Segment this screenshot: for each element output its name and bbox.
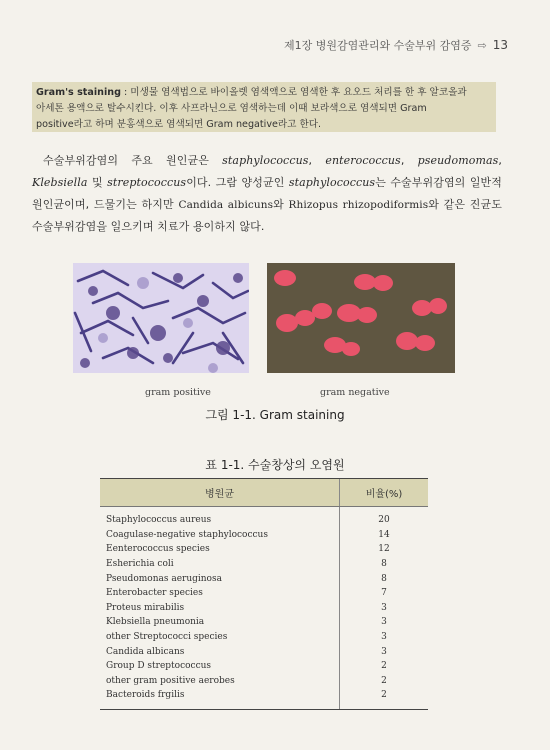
pathogen-name: Pseudomonas aeruginosa — [106, 573, 222, 584]
gram-positive-micrograph — [73, 263, 249, 373]
pathogen-name: Eenterococcus species — [106, 544, 210, 555]
pathogen-name: Coagulase-negative staphylococcus — [106, 529, 268, 540]
table-row — [100, 630, 428, 645]
arrow-right-icon: ⇨ — [477, 38, 487, 52]
note-text-3: positive라고 하며 분홍색으로 염색되면 Gram negative라고 한다. — [36, 119, 322, 130]
note-text-1: : 미생물 염색법으로 바이올렛 염색액으로 염색한 후 요오드 처리를 한 후 알코올과 — [124, 87, 467, 98]
pathogen-percent: 3 — [340, 601, 429, 616]
note-term: Gram's staining — [36, 87, 121, 98]
pathogen-name: Staphylococcus aureus — [106, 515, 212, 526]
pathogen-percent: 12 — [340, 542, 429, 557]
organism-name: enterococcus — [325, 154, 401, 167]
pathogen-name: Enterobacter species — [106, 588, 203, 599]
para-text: 및 — [87, 176, 108, 189]
pathogen-percent: 2 — [340, 659, 429, 674]
gram-negative-micrograph — [267, 263, 455, 373]
pathogen-name: Klebsiella pneumonia — [106, 617, 205, 628]
fungus-name: Candida albicuns — [178, 199, 274, 211]
para-text: 는 수술부위감염의 일반적 원인균이며, 드물기는 하지만 — [32, 176, 502, 211]
para-sep: , — [308, 154, 326, 167]
note-text-2: 아세톤 용액으로 탈수시킨다. 이후 사프라닌으로 염색하는데 이때 보라색으로 염색되면 Gram — [36, 103, 427, 114]
para-text: 수술부위감염의 주요 원인균은 — [43, 154, 223, 167]
para-sep: , — [498, 154, 502, 167]
caption-gram-positive: gram positive — [145, 387, 211, 398]
page-header — [284, 37, 508, 53]
page-number: 13 — [492, 38, 508, 52]
organism-name: staphylococcus — [288, 176, 376, 189]
pathogen-name: Candida albicans — [106, 646, 185, 657]
pathogen-percent: 2 — [340, 674, 429, 689]
organism-name: pseudomomas — [417, 154, 499, 167]
pathogen-percent: 8 — [340, 571, 429, 586]
table-row — [100, 557, 428, 572]
pathogen-name: Group D streptococcus — [106, 661, 212, 672]
table-row — [100, 659, 428, 674]
pathogen-table — [100, 478, 428, 710]
column-header-percent: 비율(%) — [340, 479, 429, 507]
pathogen-percent: 3 — [340, 615, 429, 630]
para-text: 이다. 그람 양성균인 — [186, 176, 289, 189]
note-line-1 — [36, 85, 492, 101]
table-title: 표 1-1. 수술창상의 오염원 — [205, 458, 345, 472]
para-text: 와 — [273, 198, 289, 211]
pathogen-percent: 3 — [340, 644, 429, 659]
table-body — [100, 507, 428, 710]
table-row — [100, 644, 428, 659]
table-row — [100, 586, 428, 601]
pathogen-name: other gram positive aerobes — [106, 675, 235, 686]
pathogen-percent: 14 — [340, 528, 429, 543]
organism-name: streptococcus — [107, 176, 187, 189]
chapter-title: 제1장 병원감염관리와 수술부위 감염증 — [283, 39, 472, 52]
body-paragraph — [32, 150, 502, 238]
table-row — [100, 542, 428, 557]
column-header-pathogen: 병원균 — [100, 479, 340, 507]
table-row — [100, 601, 428, 616]
pathogen-name: Esherichia coli — [106, 559, 174, 570]
pathogen-name: Proteus mirabilis — [106, 602, 185, 613]
organism-name: staphylococcus — [222, 154, 309, 167]
table-row — [100, 571, 428, 586]
table-row — [100, 507, 428, 528]
pathogen-percent: 8 — [340, 557, 429, 572]
pathogen-percent: 3 — [340, 630, 429, 645]
table-row — [100, 615, 428, 630]
gram-staining-note — [32, 82, 496, 132]
pathogen-name: Bacteroids frgilis — [100, 688, 340, 709]
fungus-name: Rhizopus rhizopodiformis — [288, 199, 429, 211]
gram-negative-image — [267, 263, 455, 373]
table-row — [100, 528, 428, 543]
organism-name: Klebsiella — [32, 176, 88, 189]
pathogen-percent: 2 — [340, 688, 429, 709]
pathogen-percent: 20 — [340, 507, 429, 528]
para-sep: , — [400, 154, 418, 167]
table-row — [100, 674, 428, 689]
table-row — [100, 688, 428, 709]
gram-positive-image — [73, 263, 249, 373]
table-header-row — [100, 479, 428, 507]
figure-title: 그림 1-1. Gram staining — [205, 408, 345, 422]
para-text: 와 같은 진균도 수술부위감염을 일으키며 치료가 용이하지 않다. — [32, 198, 502, 233]
pathogen-percent: 7 — [340, 586, 429, 601]
caption-gram-negative: gram negative — [320, 387, 390, 398]
pathogen-name: other Streptococci species — [106, 632, 228, 643]
